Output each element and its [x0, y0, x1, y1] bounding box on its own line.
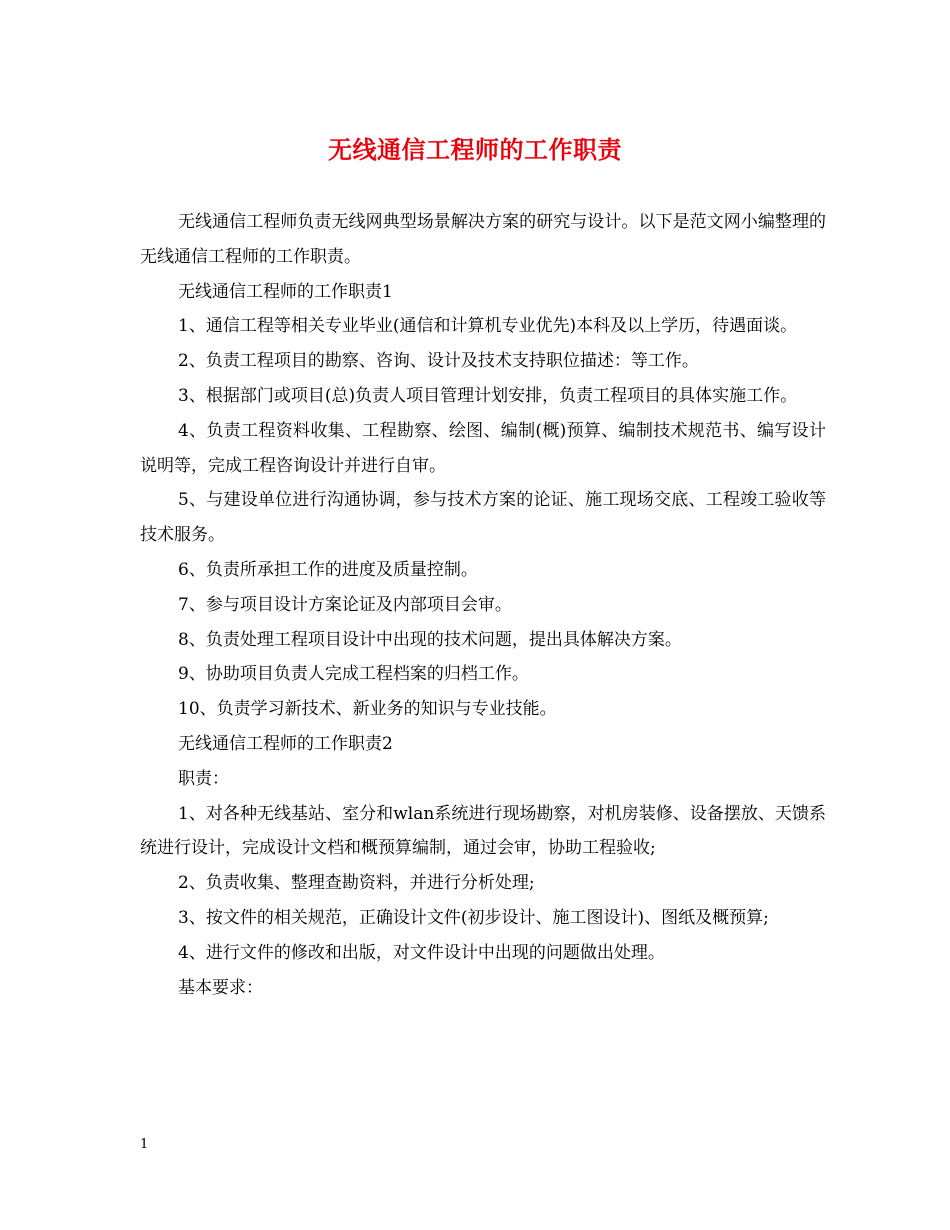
duties-label: 职责：	[178, 768, 229, 789]
duty-2-item-2: 2、负责收集、整理查勘资料，并进行分析处理;	[178, 873, 535, 894]
duty-item-6: 6、负责所承担工作的进度及质量控制。	[178, 559, 478, 580]
page-number: 1	[140, 1137, 149, 1152]
duty-item-10: 10、负责学习新技术、新业务的知识与专业技能。	[178, 699, 557, 720]
duty-item-3: 3、根据部门或项目(总)负责人项目管理计划安排，负责工程项目的具体实施工作。	[178, 385, 798, 406]
duty-item-7: 7、参与项目设计方案论证及内部项目会审。	[178, 594, 512, 615]
duty-item-5: 5、与建设单位进行沟通协调，参与技术方案的论证、施工现场交底、工程竣工验收等技术服务。	[140, 490, 826, 546]
duty-2-item-3: 3、按文件的相关规范，正确设计文件(初步设计、施工图设计)、图纸及概预算;	[178, 907, 769, 928]
document-body	[140, 205, 826, 1005]
duty-item-2: 2、负责工程项目的勘察、咨询、设计及技术支持职位描述：等工作。	[178, 351, 699, 372]
document-title: 无线通信工程师的工作职责	[328, 135, 622, 164]
duty-item-9: 9、协助项目负责人完成工程档案的归档工作。	[178, 664, 529, 685]
duty-item-8: 8、负责处理工程项目设计中出现的技术问题，提出具体解决方案。	[178, 629, 682, 650]
intro-paragraph: 无线通信工程师负责无线网典型场景解决方案的研究与设计。以下是范文网小编整理的无线通信工程师的工作职责。	[140, 212, 826, 267]
section-heading-2: 无线通信工程师的工作职责2	[178, 733, 393, 754]
duty-item-1: 1、通信工程等相关专业毕业(通信和计算机专业优先)本科及以上学历，待遇面谈。	[178, 316, 798, 337]
duty-item-4: 4、负责工程资料收集、工程勘察、绘图、编制(概)预算、编制技术规范书、编写设计说明等，完成工程咨询设计并进行自审。	[140, 420, 826, 476]
duty-2-item-1: 1、对各种无线基站、室分和wlan系统进行现场勘察，对机房装修、设备摆放、天馈系统进行设计，完成设计文档和概预算编制，通过会审，协助工程验收;	[140, 803, 826, 859]
requirements-label: 基本要求：	[178, 977, 263, 998]
section-heading-1: 无线通信工程师的工作职责1	[178, 281, 393, 302]
duty-2-item-4: 4、进行文件的修改和出版，对文件设计中出现的问题做出处理。	[178, 942, 665, 963]
